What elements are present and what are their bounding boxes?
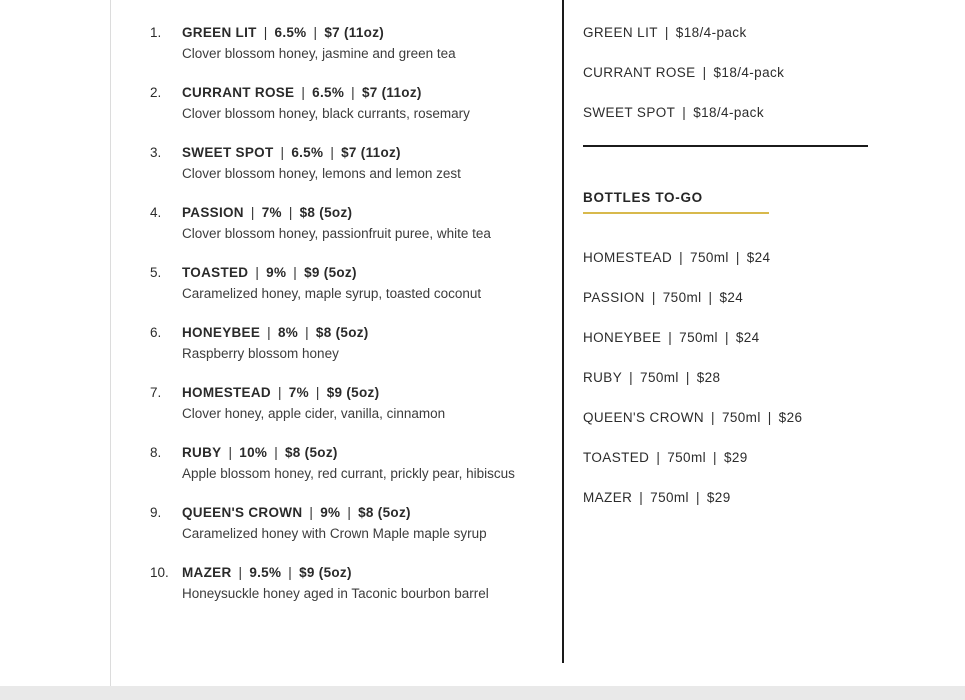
item-description: Clover blossom honey, passionfruit puree, white tea [182, 226, 491, 241]
item-number: 6. [150, 325, 162, 340]
item-description: Raspberry blossom honey [182, 346, 339, 361]
bottle-row [583, 488, 883, 508]
item-title-line [182, 383, 445, 403]
item-price: $7 (11oz) [361, 85, 422, 100]
item-price: $8 (5oz) [299, 205, 353, 220]
item-price: $9 (5oz) [326, 385, 380, 400]
can-name: SWEET SPOT [583, 105, 676, 120]
item-number: 5. [150, 265, 162, 280]
menu-item [150, 323, 555, 364]
bottle-size: 750ml [667, 450, 707, 465]
pipe-separator: | [702, 65, 707, 80]
item-title-line [182, 263, 481, 283]
pipe-separator: | [330, 145, 335, 160]
pipe-separator: | [708, 290, 713, 305]
item-body [182, 83, 470, 124]
item-name: GREEN LIT [182, 25, 257, 40]
pipe-separator: | [288, 205, 293, 220]
pipe-separator: | [315, 385, 320, 400]
bottle-row [583, 368, 883, 388]
pipe-separator: | [288, 565, 293, 580]
item-body [182, 503, 487, 544]
pipe-separator: | [255, 265, 260, 280]
bottle-price: $29 [723, 450, 748, 465]
item-number: 10. [150, 565, 169, 580]
pipe-separator: | [656, 450, 661, 465]
pipe-separator: | [639, 490, 644, 505]
item-name: RUBY [182, 445, 222, 460]
item-body [182, 23, 456, 64]
bottle-row [583, 408, 883, 428]
item-abv: 7% [288, 385, 309, 400]
bottle-name: QUEEN'S CROWN [583, 410, 705, 425]
item-description: Apple blossom honey, red currant, prickly pear, hibiscus [182, 466, 515, 481]
page-edge-line [110, 0, 111, 686]
item-name: MAZER [182, 565, 232, 580]
pipe-separator: | [629, 370, 634, 385]
bottle-row [583, 288, 883, 308]
item-number: 8. [150, 445, 162, 460]
page-bottom-edge [0, 686, 965, 700]
pipe-separator: | [280, 145, 285, 160]
item-number: 3. [150, 145, 162, 160]
item-number: 7. [150, 385, 162, 400]
pipe-separator: | [651, 290, 656, 305]
menu-item [150, 83, 555, 124]
item-price: $8 (5oz) [315, 325, 369, 340]
bottles-list [583, 248, 883, 508]
pipe-separator: | [305, 325, 309, 340]
item-name: HOMESTEAD [182, 385, 271, 400]
bottle-price: $28 [696, 370, 721, 385]
item-number: 9. [150, 505, 162, 520]
bottle-price: $24 [719, 290, 744, 305]
pipe-separator: | [313, 25, 318, 40]
pipe-separator: | [767, 410, 772, 425]
pipe-separator: | [724, 330, 729, 345]
pipe-separator: | [713, 450, 717, 465]
pipe-separator: | [309, 505, 314, 520]
bottle-row [583, 248, 883, 268]
can-name: GREEN LIT [583, 25, 658, 40]
item-description: Clover honey, apple cider, vanilla, cinnamon [182, 406, 446, 421]
menu-item [150, 23, 555, 64]
bottles-to-go-heading: BOTTLES TO-GO [583, 190, 703, 205]
item-body [182, 443, 515, 484]
item-name: PASSION [182, 205, 244, 220]
pipe-separator: | [664, 25, 669, 40]
item-number: 4. [150, 205, 162, 220]
item-abv: 6.5% [312, 85, 345, 100]
pipe-separator: | [679, 250, 684, 265]
item-body [182, 143, 461, 184]
item-number: 1. [150, 25, 162, 40]
pipe-separator: | [347, 505, 352, 520]
item-abv: 9.5% [249, 565, 282, 580]
item-abv: 8% [277, 325, 299, 340]
bottle-size: 750ml [662, 290, 702, 305]
menu-item [150, 143, 555, 184]
item-body [182, 563, 489, 604]
on-tap-menu-list [150, 23, 555, 623]
bottle-row [583, 328, 883, 348]
item-description: Honeysuckle honey aged in Taconic bourbon barrel [182, 586, 489, 601]
pipe-separator: | [301, 85, 306, 100]
pipe-separator: | [668, 330, 673, 345]
menu-item [150, 503, 555, 544]
item-price: $8 (5oz) [358, 505, 411, 520]
bottle-size: 750ml [690, 250, 729, 265]
to-go-menu-column [583, 23, 883, 528]
pipe-separator: | [685, 370, 690, 385]
item-body [182, 263, 481, 304]
item-price: $7 (11oz) [324, 25, 385, 40]
can-price: $18/4-pack [675, 25, 747, 40]
item-price: $8 (5oz) [285, 445, 338, 460]
bottle-name: HONEYBEE [583, 330, 662, 345]
item-number: 2. [150, 85, 162, 100]
menu-item [150, 263, 555, 304]
item-body [182, 323, 369, 364]
menu-item [150, 383, 555, 424]
item-abv: 10% [239, 445, 268, 460]
item-abv: 9% [320, 505, 341, 520]
bottle-size: 750ml [640, 370, 679, 385]
bottle-name: MAZER [583, 490, 633, 505]
bottle-size: 750ml [679, 330, 718, 345]
bottle-price: $29 [706, 490, 731, 505]
item-title-line [182, 83, 470, 103]
can-row [583, 63, 883, 83]
item-name: TOASTED [182, 265, 249, 280]
pipe-separator: | [274, 445, 278, 460]
pipe-separator: | [735, 250, 740, 265]
bottle-name: RUBY [583, 370, 623, 385]
pipe-separator: | [711, 410, 715, 425]
bottle-price: $24 [746, 250, 771, 265]
section-rule [583, 145, 868, 147]
item-price: $9 (5oz) [304, 265, 357, 280]
bottle-size: 750ml [721, 410, 761, 425]
item-name: QUEEN'S CROWN [182, 505, 303, 520]
pipe-separator: | [228, 445, 233, 460]
bottle-name: PASSION [583, 290, 645, 305]
item-name: SWEET SPOT [182, 145, 274, 160]
pipe-separator: | [695, 490, 700, 505]
pipe-separator: | [250, 205, 255, 220]
item-title-line [182, 323, 369, 343]
pipe-separator: | [682, 105, 687, 120]
item-price: $9 (5oz) [299, 565, 352, 580]
bottle-price: $26 [778, 410, 803, 425]
item-abv: 6.5% [274, 25, 307, 40]
item-title-line [182, 23, 456, 43]
item-title-line [182, 503, 487, 523]
bottle-price: $24 [735, 330, 760, 345]
item-price: $7 (11oz) [341, 145, 401, 160]
pipe-separator: | [277, 385, 282, 400]
item-body [182, 383, 445, 424]
can-row [583, 23, 883, 43]
bottle-size: 750ml [650, 490, 689, 505]
can-price: $18/4-pack [693, 105, 764, 120]
item-title-line [182, 443, 515, 463]
item-abv: 7% [261, 205, 282, 220]
bottle-row [583, 448, 883, 468]
pipe-separator: | [238, 565, 243, 580]
pipe-separator: | [267, 325, 271, 340]
item-abv: 9% [266, 265, 287, 280]
pipe-separator: | [293, 265, 298, 280]
item-description: Clover blossom honey, black currants, rosemary [182, 106, 470, 121]
item-title-line [182, 203, 491, 223]
item-description: Clover blossom honey, jasmine and green tea [182, 46, 456, 61]
item-name: CURRANT ROSE [182, 85, 295, 100]
item-title-line [182, 143, 461, 163]
heading-accent-underline [583, 212, 769, 214]
item-abv: 6.5% [291, 145, 324, 160]
column-divider-line [562, 0, 564, 663]
can-price: $18/4-pack [713, 65, 785, 80]
item-description: Clover blossom honey, lemons and lemon zest [182, 166, 461, 181]
item-title-line [182, 563, 489, 583]
pipe-separator: | [263, 25, 268, 40]
pipe-separator: | [351, 85, 355, 100]
menu-item [150, 443, 555, 484]
item-description: Caramelized honey with Crown Maple maple syrup [182, 526, 487, 541]
menu-item [150, 563, 555, 604]
can-row [583, 103, 883, 123]
bottle-name: TOASTED [583, 450, 650, 465]
menu-item [150, 203, 555, 244]
bottle-name: HOMESTEAD [583, 250, 673, 265]
item-body [182, 203, 491, 244]
can-name: CURRANT ROSE [583, 65, 696, 80]
item-name: HONEYBEE [182, 325, 261, 340]
item-description: Caramelized honey, maple syrup, toasted coconut [182, 286, 482, 301]
